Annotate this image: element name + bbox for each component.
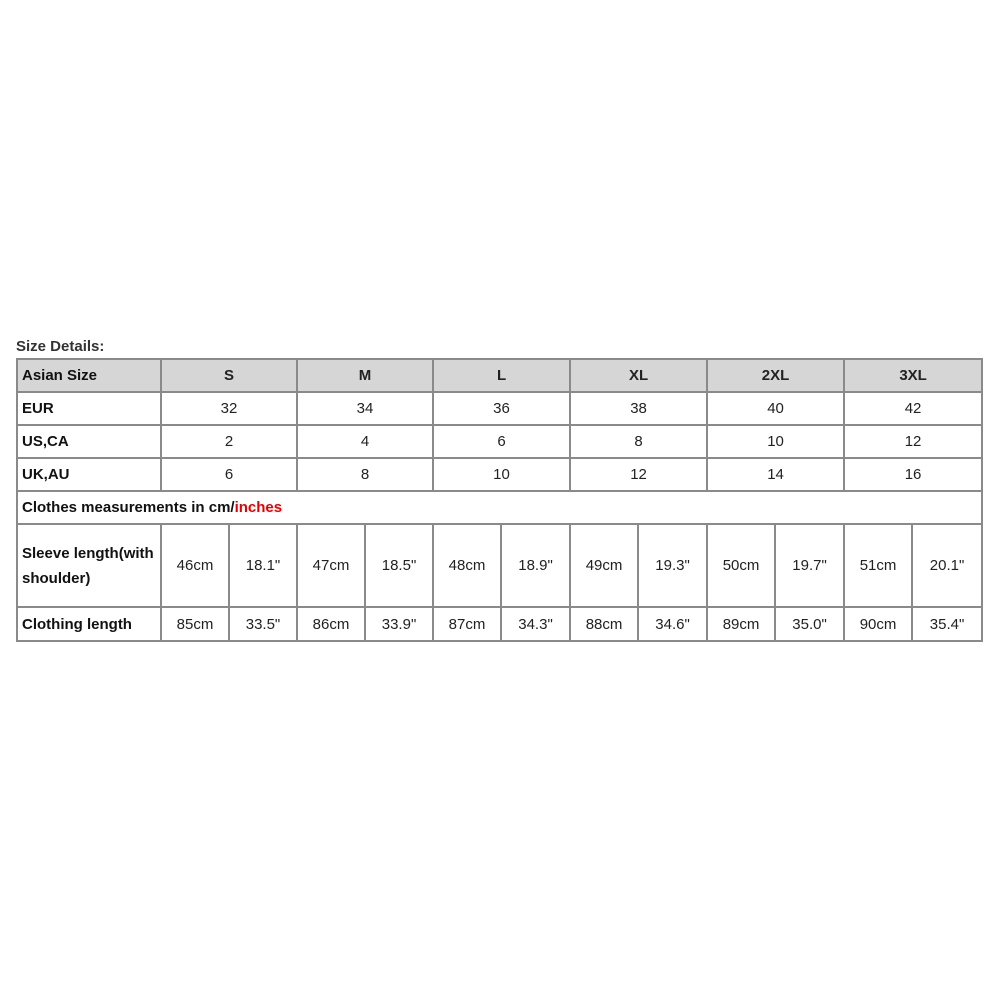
inch-cell: 18.9" (501, 524, 570, 607)
cm-cell: 90cm (844, 607, 912, 641)
table-cell: 8 (297, 458, 433, 491)
size-header-cell: 2XL (707, 359, 844, 392)
row-label: Sleeve length(with shoulder) (17, 524, 161, 607)
row-label: EUR (17, 392, 161, 425)
cm-cell: 86cm (297, 607, 365, 641)
table-cell: 2 (161, 425, 297, 458)
table-cell: 12 (844, 425, 982, 458)
section-label-inches: inches (234, 499, 283, 516)
table-row-uk-au (17, 458, 982, 491)
cm-cell: 47cm (297, 524, 365, 607)
table-cell: 10 (707, 425, 844, 458)
table-cell: 14 (707, 458, 844, 491)
table-cell: 38 (570, 392, 707, 425)
inch-cell: 18.1" (229, 524, 297, 607)
size-header-cell: L (433, 359, 570, 392)
table-cell: 32 (161, 392, 297, 425)
inch-cell: 19.3" (638, 524, 707, 607)
table-row-sleeve-length (17, 524, 982, 607)
size-details-title: Size Details: (16, 338, 105, 355)
cm-cell: 88cm (570, 607, 638, 641)
table-cell: 10 (433, 458, 570, 491)
section-label: Clothes measurements in cm/ (22, 499, 235, 516)
size-header-cell: M (297, 359, 433, 392)
table-cell: 6 (161, 458, 297, 491)
inch-cell: 18.5" (365, 524, 433, 607)
inch-cell: 35.4" (912, 607, 982, 641)
header-label: Asian Size (17, 359, 161, 392)
inch-cell: 19.7" (775, 524, 844, 607)
row-label: US,CA (17, 425, 161, 458)
cm-cell: 85cm (161, 607, 229, 641)
inch-cell: 34.6" (638, 607, 707, 641)
table-cell: 42 (844, 392, 982, 425)
inch-cell: 33.9" (365, 607, 433, 641)
table-cell: 16 (844, 458, 982, 491)
inch-cell: 35.0" (775, 607, 844, 641)
size-chart-table (16, 358, 983, 642)
table-row-us-ca (17, 425, 982, 458)
size-header-cell: S (161, 359, 297, 392)
size-header-cell: XL (570, 359, 707, 392)
size-header-cell: 3XL (844, 359, 982, 392)
inch-cell: 20.1" (912, 524, 982, 607)
table-cell: 36 (433, 392, 570, 425)
table-cell: 4 (297, 425, 433, 458)
table-cell: 8 (570, 425, 707, 458)
table-row-clothing-length (17, 607, 982, 641)
cm-cell: 50cm (707, 524, 775, 607)
measurements-section-row (17, 491, 982, 524)
cm-cell: 48cm (433, 524, 501, 607)
row-label: Clothing length (17, 607, 161, 641)
table-cell: 34 (297, 392, 433, 425)
cm-cell: 89cm (707, 607, 775, 641)
inch-cell: 34.3" (501, 607, 570, 641)
row-label: UK,AU (17, 458, 161, 491)
table-cell: 40 (707, 392, 844, 425)
cm-cell: 51cm (844, 524, 912, 607)
measurements-section-heading (17, 491, 982, 524)
size-header-row (17, 359, 982, 392)
cm-cell: 46cm (161, 524, 229, 607)
cm-cell: 49cm (570, 524, 638, 607)
cm-cell: 87cm (433, 607, 501, 641)
table-row-eur (17, 392, 982, 425)
table-cell: 6 (433, 425, 570, 458)
table-cell: 12 (570, 458, 707, 491)
inch-cell: 33.5" (229, 607, 297, 641)
